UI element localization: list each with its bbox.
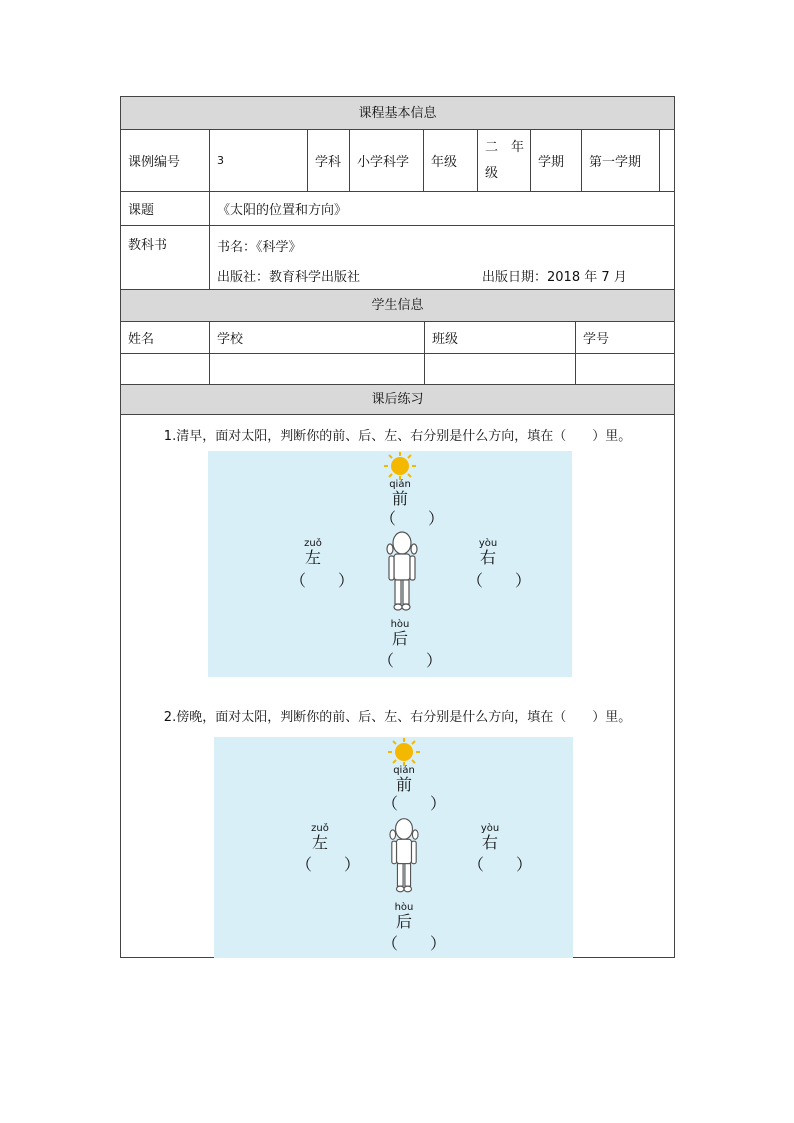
textbook-value (209, 226, 674, 289)
exercise-title: 课后练习 (371, 392, 424, 407)
right-char: 右 (481, 833, 498, 852)
grade-value (477, 130, 530, 191)
col-class: 班级 (424, 322, 575, 353)
left-char: 左 (311, 833, 328, 852)
left-char: 左 (304, 548, 321, 567)
topic-value: 《太阳的位置和方向》 (209, 192, 674, 225)
back-pinyin: hòu (390, 619, 410, 630)
textbook-label: 教科书 (128, 238, 168, 253)
student-blank-row (121, 354, 674, 385)
back-blank[interactable]: （ ） (382, 934, 447, 953)
course-form (120, 96, 675, 958)
student-info-header (121, 290, 674, 322)
girl-figure-icon (386, 531, 418, 617)
case-no-label: 课例编号 (128, 155, 181, 170)
back-char: 后 (395, 912, 412, 931)
left-blank[interactable]: （ ） (290, 571, 355, 590)
student-no-field[interactable] (575, 354, 674, 384)
front-pinyin: qián (389, 479, 411, 490)
back-pinyin: hòu (394, 902, 414, 913)
exercise-header (121, 385, 674, 415)
col-name: 姓名 (128, 332, 155, 347)
front-pinyin: qián (393, 765, 415, 776)
col-student-no: 学号 (575, 322, 674, 353)
textbook-row (121, 226, 674, 290)
girl-figure-icon (389, 816, 419, 900)
front-blank[interactable]: （ ） (380, 509, 445, 528)
right-pinyin: yòu (478, 538, 498, 549)
right-char: 右 (479, 548, 496, 567)
sun-icon (381, 451, 419, 481)
empty-cell (659, 130, 675, 191)
left-label (295, 539, 331, 566)
right-blank[interactable]: （ ） (468, 855, 533, 874)
scene-2 (214, 737, 573, 958)
book-name: 书名：《科学》 (217, 240, 302, 255)
right-blank[interactable]: （ ） (467, 571, 532, 590)
scene-1 (208, 451, 572, 677)
sun-icon (385, 737, 423, 767)
front-blank[interactable]: （ ） (382, 794, 447, 813)
back-label (380, 620, 420, 647)
topic-row (121, 192, 674, 226)
grade-line-1: 二 年 (485, 139, 525, 155)
question-2: 2.傍晚，面对太阳，判断你的前、后、左、右分别是什么方向，填在（ ）里。 (163, 710, 632, 725)
grade-label: 年级 (423, 130, 477, 191)
left-pinyin: zuǒ (304, 538, 322, 549)
right-pinyin: yòu (480, 823, 500, 834)
right-label (470, 539, 506, 566)
course-info-title: 课程基本信息 (358, 106, 437, 121)
student-cols-row (121, 322, 674, 354)
case-no-value: 3 (209, 130, 307, 191)
question-1: 1.清早，面对太阳，判断你的前、后、左、右分别是什么方向，填在（ ）里。 (163, 429, 632, 444)
back-blank[interactable]: （ ） (378, 651, 443, 670)
course-info-header (121, 97, 674, 130)
term-value: 第一学期 (581, 130, 659, 191)
topic-label: 课题 (128, 203, 155, 218)
publisher: 出版社：教育科学出版社 (217, 270, 361, 285)
school-field[interactable] (209, 354, 424, 384)
term-label: 学期 (530, 130, 581, 191)
front-char: 前 (395, 775, 412, 794)
left-pinyin: zuǒ (311, 823, 329, 834)
name-field[interactable] (121, 354, 209, 384)
back-label (384, 903, 424, 930)
front-label (384, 766, 424, 793)
left-label (302, 824, 338, 851)
class-field[interactable] (424, 354, 575, 384)
pub-date: 出版日期：2018 年 7 月 (482, 270, 627, 285)
course-meta-row (121, 130, 674, 192)
grade-line-2: 级 (485, 165, 499, 181)
left-blank[interactable]: （ ） (296, 855, 361, 874)
col-school: 学校 (209, 322, 424, 353)
subject-label: 学科 (307, 130, 349, 191)
right-label (472, 824, 508, 851)
subject-value: 小学科学 (349, 130, 423, 191)
back-char: 后 (391, 629, 408, 648)
student-info-title: 学生信息 (371, 298, 424, 313)
front-char: 前 (391, 489, 408, 508)
front-label (380, 480, 420, 507)
